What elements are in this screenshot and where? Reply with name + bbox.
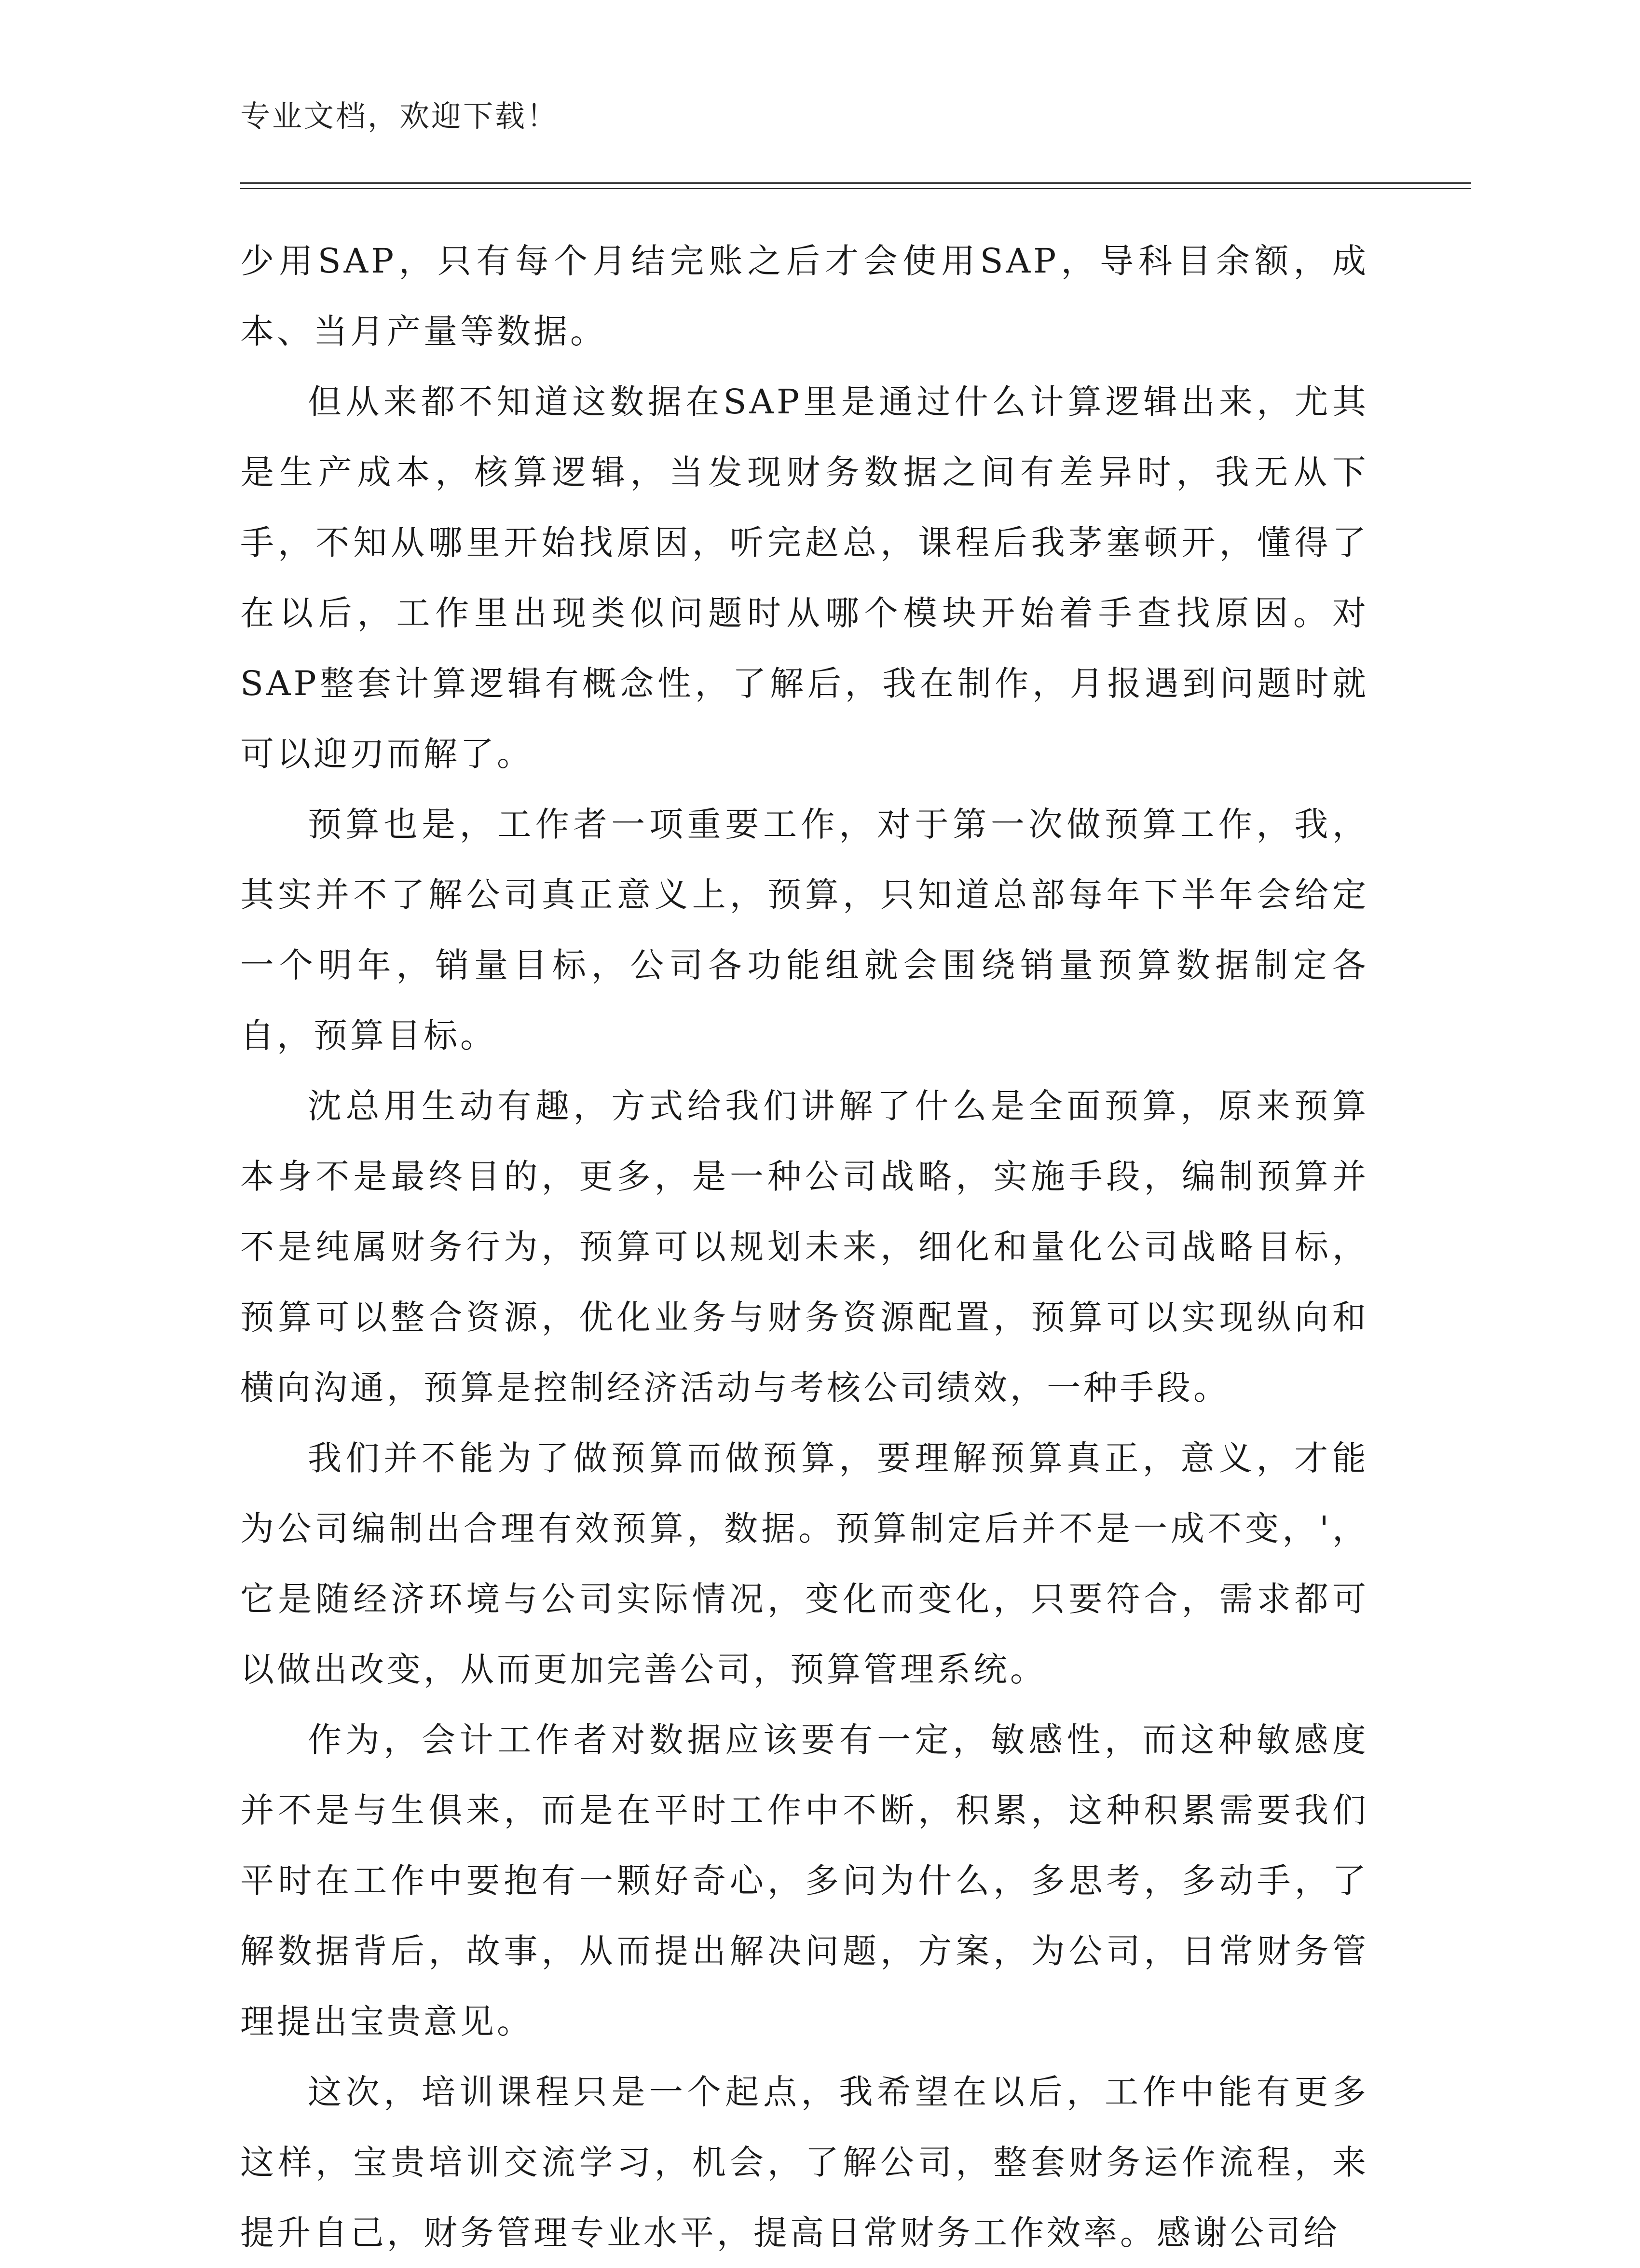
- header-divider-thin: [240, 188, 1471, 189]
- paragraph-budget-meaning: 我们并不能为了做预算而做预算，要理解预算真正，意义，才能为公司编制出合理有效预算，数据。预算制定后并不是一成不变，'，它是随经济环境与公司实际情况，变化而变化，只要符合，需求都可以做出改变，从而更加完善公司，预算管理系统。: [240, 1438, 1369, 1689]
- document-body: [240, 226, 1369, 2268]
- paragraph-budget-intro: 预算也是，工作者一项重要工作，对于第一次做预算工作，我，其实并不了解公司真正意义上，预算，只知道总部每年下半年会给定一个明年，销量目标，公司各功能组就会围绕销量预算数据制定各自，预算目标。: [240, 805, 1369, 1055]
- paragraph-comprehensive-budget: 沈总用生动有趣，方式给我们讲解了什么是全面预算，原来预算本身不是最终目的，更多，是一种公司战略，实施手段，编制预算并不是纯属财务行为，预算可以规划未来，细化和量化公司战略目标，预算可以整合资源，优化业务与财务资源配置，预算可以实现纵向和横向沟通，预算是控制经济活动与考核公司绩效，一种手段。: [240, 1086, 1369, 1407]
- paragraph-data-sensitivity: 作为，会计工作者对数据应该要有一定，敏感性，而这种敏感度并不是与生俱来，而是在平时工作中不断，积累，这种积累需要我们平时在工作中要抱有一颗好奇心，多问为什么，多思考，多动手，了解数据背后，故事，从而提出解决问题，方案，为公司，日常财务管理提出宝贵意见。: [240, 1720, 1369, 2041]
- paragraph-continuation: 少用SAP，只有每个月结完账之后才会使用SAP，导科目余额，成本、当月产量等数据。: [240, 241, 1369, 351]
- page-header: 专业文档，欢迎下载！: [240, 98, 559, 134]
- paragraph-sap-logic: 但从来都不知道这数据在SAP里是通过什么计算逻辑出来，尤其是生产成本，核算逻辑，当发现财务数据之间有差异时，我无从下手，不知从哪里开始找原因，听完赵总，课程后我茅塞顿开，懂得了在以后，工作里出现类似问题时从哪个模块开始着手查找原因。对SAP整套计算逻辑有概念性，了解后，我在制作，月报遇到问题时就可以迎刃而解了。: [240, 382, 1369, 774]
- paragraph-training-closing: 这次，培训课程只是一个起点，我希望在以后，工作中能有更多这样，宝贵培训交流学习，机会，了解公司，整套财务运作流程，来提升自己，财务管理专业水平，提高日常财务工作效率。感谢公司给: [240, 2072, 1369, 2253]
- header-divider-thick: [240, 182, 1471, 184]
